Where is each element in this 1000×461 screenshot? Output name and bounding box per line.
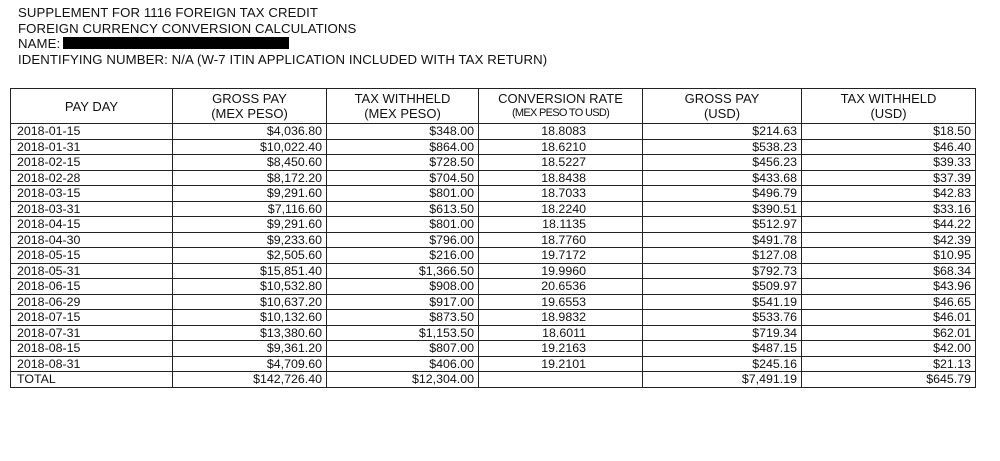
cell-gross-usd: $533.76 [643,310,802,326]
table-row [11,139,976,155]
cell-rate: 19.9960 [479,263,643,279]
cell-tax-usd: $62.01 [802,325,976,341]
cell-gross-usd: $245.16 [643,356,802,372]
cell-tax-usd: $46.01 [802,310,976,326]
cell-rate: 20.6536 [479,279,643,295]
cell-date: 2018-06-29 [11,294,173,310]
cell-tax-usd: $43.96 [802,279,976,295]
cell-tax-mxn: $908.00 [327,279,479,295]
cell-date: 2018-01-31 [11,139,173,155]
col-header-tax-usd: TAX WITHHELD (USD) [802,89,976,124]
cell-rate: 18.8083 [479,124,643,140]
cell-rate: 18.6011 [479,325,643,341]
cell-tax-usd: $42.83 [802,186,976,202]
col-header-pay-day: PAY DAY [11,89,173,124]
name-line [18,36,547,52]
cell-tax-usd: $39.33 [802,155,976,171]
cell-date: 2018-01-15 [11,124,173,140]
cell-date: 2018-03-15 [11,186,173,202]
subtitle-line: FOREIGN CURRENCY CONVERSION CALCULATIONS [18,20,357,36]
cell-gross-mxn: $10,132.60 [173,310,327,326]
table-row [11,217,976,233]
cell-rate: 18.1135 [479,217,643,233]
cell-tax-mxn: $1,366.50 [327,263,479,279]
total-tax-usd: $645.79 [802,372,976,388]
table-row [11,294,976,310]
col-header-tax-mxn: TAX WITHHELD (MEX PESO) [327,89,479,124]
cell-gross-mxn: $9,291.60 [173,217,327,233]
cell-gross-mxn: $10,532.80 [173,279,327,295]
total-tax-mxn: $12,304.00 [327,372,479,388]
cell-tax-usd: $18.50 [802,124,976,140]
cell-date: 2018-07-31 [11,325,173,341]
cell-tax-mxn: $917.00 [327,294,479,310]
cell-tax-mxn: $613.50 [327,201,479,217]
cell-tax-usd: $37.39 [802,170,976,186]
cell-tax-mxn: $1,153.50 [327,325,479,341]
cell-gross-mxn: $15,851.40 [173,263,327,279]
table-row [11,232,976,248]
cell-tax-usd: $68.34 [802,263,976,279]
redaction-bar [63,37,289,49]
cell-date: 2018-08-15 [11,341,173,357]
cell-gross-usd: $390.51 [643,201,802,217]
cell-tax-mxn: $801.00 [327,186,479,202]
cell-date: 2018-04-15 [11,217,173,233]
table-row [11,124,976,140]
table-row [11,356,976,372]
cell-gross-usd: $214.63 [643,124,802,140]
cell-tax-mxn: $348.00 [327,124,479,140]
cell-gross-usd: $512.97 [643,217,802,233]
cell-gross-mxn: $2,505.60 [173,248,327,264]
cell-rate: 18.9832 [479,310,643,326]
table-row [11,201,976,217]
cell-date: 2018-04-30 [11,232,173,248]
cell-rate: 18.8438 [479,170,643,186]
cell-gross-usd: $509.97 [643,279,802,295]
cell-gross-mxn: $8,172.20 [173,170,327,186]
cell-rate: 19.7172 [479,248,643,264]
col-header-gross-mxn: GROSS PAY (MEX PESO) [173,89,327,124]
table-row [11,341,976,357]
col-header-rate: CONVERSION RATE (MEX PESO TO USD) [479,89,643,124]
cell-gross-usd: $487.15 [643,341,802,357]
table-row [11,186,976,202]
cell-gross-mxn: $10,637.20 [173,294,327,310]
table-row [11,279,976,295]
cell-date: 2018-06-15 [11,279,173,295]
cell-date: 2018-05-15 [11,248,173,264]
table-row [11,325,976,341]
cell-gross-usd: $541.19 [643,294,802,310]
cell-tax-mxn: $728.50 [327,155,479,171]
table-header-row [11,89,976,124]
cell-gross-mxn: $9,361.20 [173,341,327,357]
table-row [11,170,976,186]
cell-tax-usd: $42.00 [802,341,976,357]
cell-tax-mxn: $873.50 [327,310,479,326]
cell-date: 2018-03-31 [11,201,173,217]
document-header [18,5,547,67]
cell-tax-mxn: $801.00 [327,217,479,233]
name-label: NAME: [18,36,61,51]
cell-gross-usd: $792.73 [643,263,802,279]
cell-date: 2018-07-15 [11,310,173,326]
cell-gross-mxn: $7,116.60 [173,201,327,217]
cell-gross-mxn: $4,709.60 [173,356,327,372]
cell-tax-mxn: $216.00 [327,248,479,264]
cell-tax-usd: $21.13 [802,356,976,372]
cell-rate: 19.6553 [479,294,643,310]
cell-rate: 18.5227 [479,155,643,171]
cell-gross-mxn: $13,380.60 [173,325,327,341]
cell-tax-usd: $10.95 [802,248,976,264]
col-header-gross-usd: GROSS PAY (USD) [643,89,802,124]
cell-tax-usd: $46.40 [802,139,976,155]
cell-rate: 18.2240 [479,201,643,217]
table-row [11,155,976,171]
cell-rate: 18.7033 [479,186,643,202]
total-gross-mxn: $142,726.40 [173,372,327,388]
total-label: TOTAL [11,372,173,388]
cell-gross-usd: $433.68 [643,170,802,186]
cell-date: 2018-05-31 [11,263,173,279]
cell-gross-usd: $127.08 [643,248,802,264]
cell-tax-mxn: $796.00 [327,232,479,248]
conversion-table [10,88,976,388]
cell-tax-usd: $42.39 [802,232,976,248]
cell-gross-usd: $491.78 [643,232,802,248]
identifying-number-line: IDENTIFYING NUMBER: N/A (W-7 ITIN APPLICATION INCLUDED WITH TAX RETURN) [18,51,548,67]
cell-tax-usd: $46.65 [802,294,976,310]
cell-gross-mxn: $9,291.60 [173,186,327,202]
cell-gross-usd: $496.79 [643,186,802,202]
cell-tax-mxn: $864.00 [327,139,479,155]
cell-tax-usd: $33.16 [802,201,976,217]
cell-date: 2018-08-31 [11,356,173,372]
cell-gross-mxn: $10,022.40 [173,139,327,155]
total-gross-usd: $7,491.19 [643,372,802,388]
cell-gross-usd: $538.23 [643,139,802,155]
cell-gross-usd: $719.34 [643,325,802,341]
table-row [11,248,976,264]
cell-date: 2018-02-15 [11,155,173,171]
cell-tax-mxn: $406.00 [327,356,479,372]
cell-date: 2018-02-28 [11,170,173,186]
cell-tax-usd: $44.22 [802,217,976,233]
title-line: SUPPLEMENT FOR 1116 FOREIGN TAX CREDIT [18,5,319,20]
cell-gross-mxn: $8,450.60 [173,155,327,171]
cell-rate: 18.7760 [479,232,643,248]
cell-tax-mxn: $807.00 [327,341,479,357]
total-row [11,372,976,388]
cell-rate: 18.6210 [479,139,643,155]
cell-gross-mxn: $9,233.60 [173,232,327,248]
table-row [11,310,976,326]
cell-gross-usd: $456.23 [643,155,802,171]
cell-rate: 19.2101 [479,356,643,372]
cell-rate: 19.2163 [479,341,643,357]
table-row [11,263,976,279]
cell-tax-mxn: $704.50 [327,170,479,186]
total-rate [479,372,643,388]
cell-gross-mxn: $4,036.80 [173,124,327,140]
